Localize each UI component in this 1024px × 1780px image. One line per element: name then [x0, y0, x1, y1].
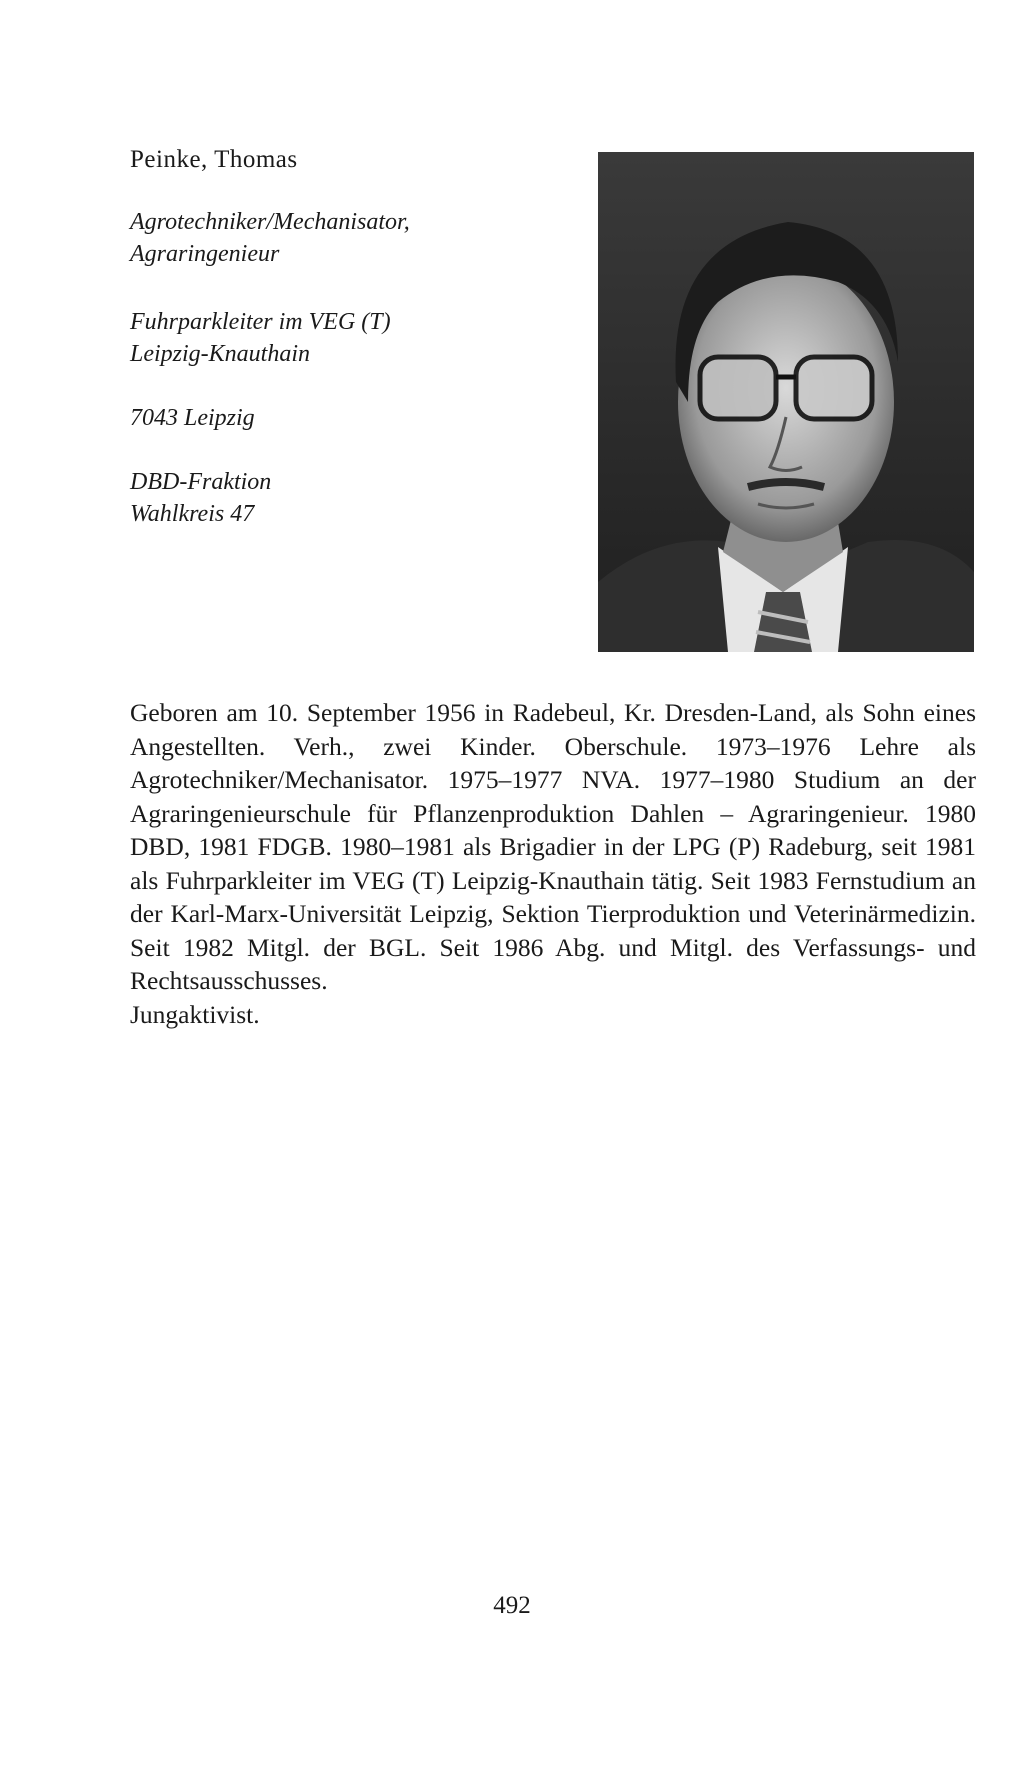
faction: DBD-Fraktion	[130, 469, 272, 495]
portrait-photo	[598, 152, 974, 652]
occupation-block	[130, 206, 570, 270]
faction-block	[130, 466, 570, 530]
biography-award: Jungaktivist.	[130, 999, 260, 1029]
employer-line-1: Fuhrparkleiter im VEG (T)	[130, 309, 391, 335]
city: 7043 Leipzig	[130, 405, 255, 431]
constituency: Wahlkreis 47	[130, 501, 255, 527]
employer-block	[130, 306, 570, 370]
entry-name: Peinke, Thomas	[130, 146, 298, 173]
city-block	[130, 402, 570, 434]
occupation-line-1: Agrotechniker/Mechanisator,	[130, 209, 410, 235]
page-number: 492	[493, 1592, 531, 1619]
portrait-photo-icon	[598, 152, 974, 652]
biography	[130, 696, 976, 1031]
biography-paragraph: Geboren am 10. September 1956 in Radebeul, Kr. Dresden-Land, als Sohn eines Angestellten. Verh., zwei Kinder. Oberschule. 1973–1976 Lehre als Agrotechniker/Mechanisator. 1975–1977 NVA. 1977–1980 Studium an der Agraringenieurschule für Pflanzenproduktion Dahlen – Agraringenieur. 1980 DBD, 1981 FDGB. 1980–1981 als Brigadier in der LPG (P) Radeburg, seit 1981 als Fuhrparkleiter im VEG (T) Leipzig-Knauthain tätig. Seit 1983 Fernstudium an der Karl-Marx-Universität Leipzig, Sektion Tierproduktion und Veterinärmedizin. Seit 1982 Mitgl. der BGL. Seit 1986 Abg. und Mitgl. des Verfassungs- und Rechtsausschusses.	[130, 698, 976, 995]
occupation-line-2: Agraringenieur	[130, 241, 280, 267]
employer-line-2: Leipzig-Knauthain	[130, 341, 311, 367]
